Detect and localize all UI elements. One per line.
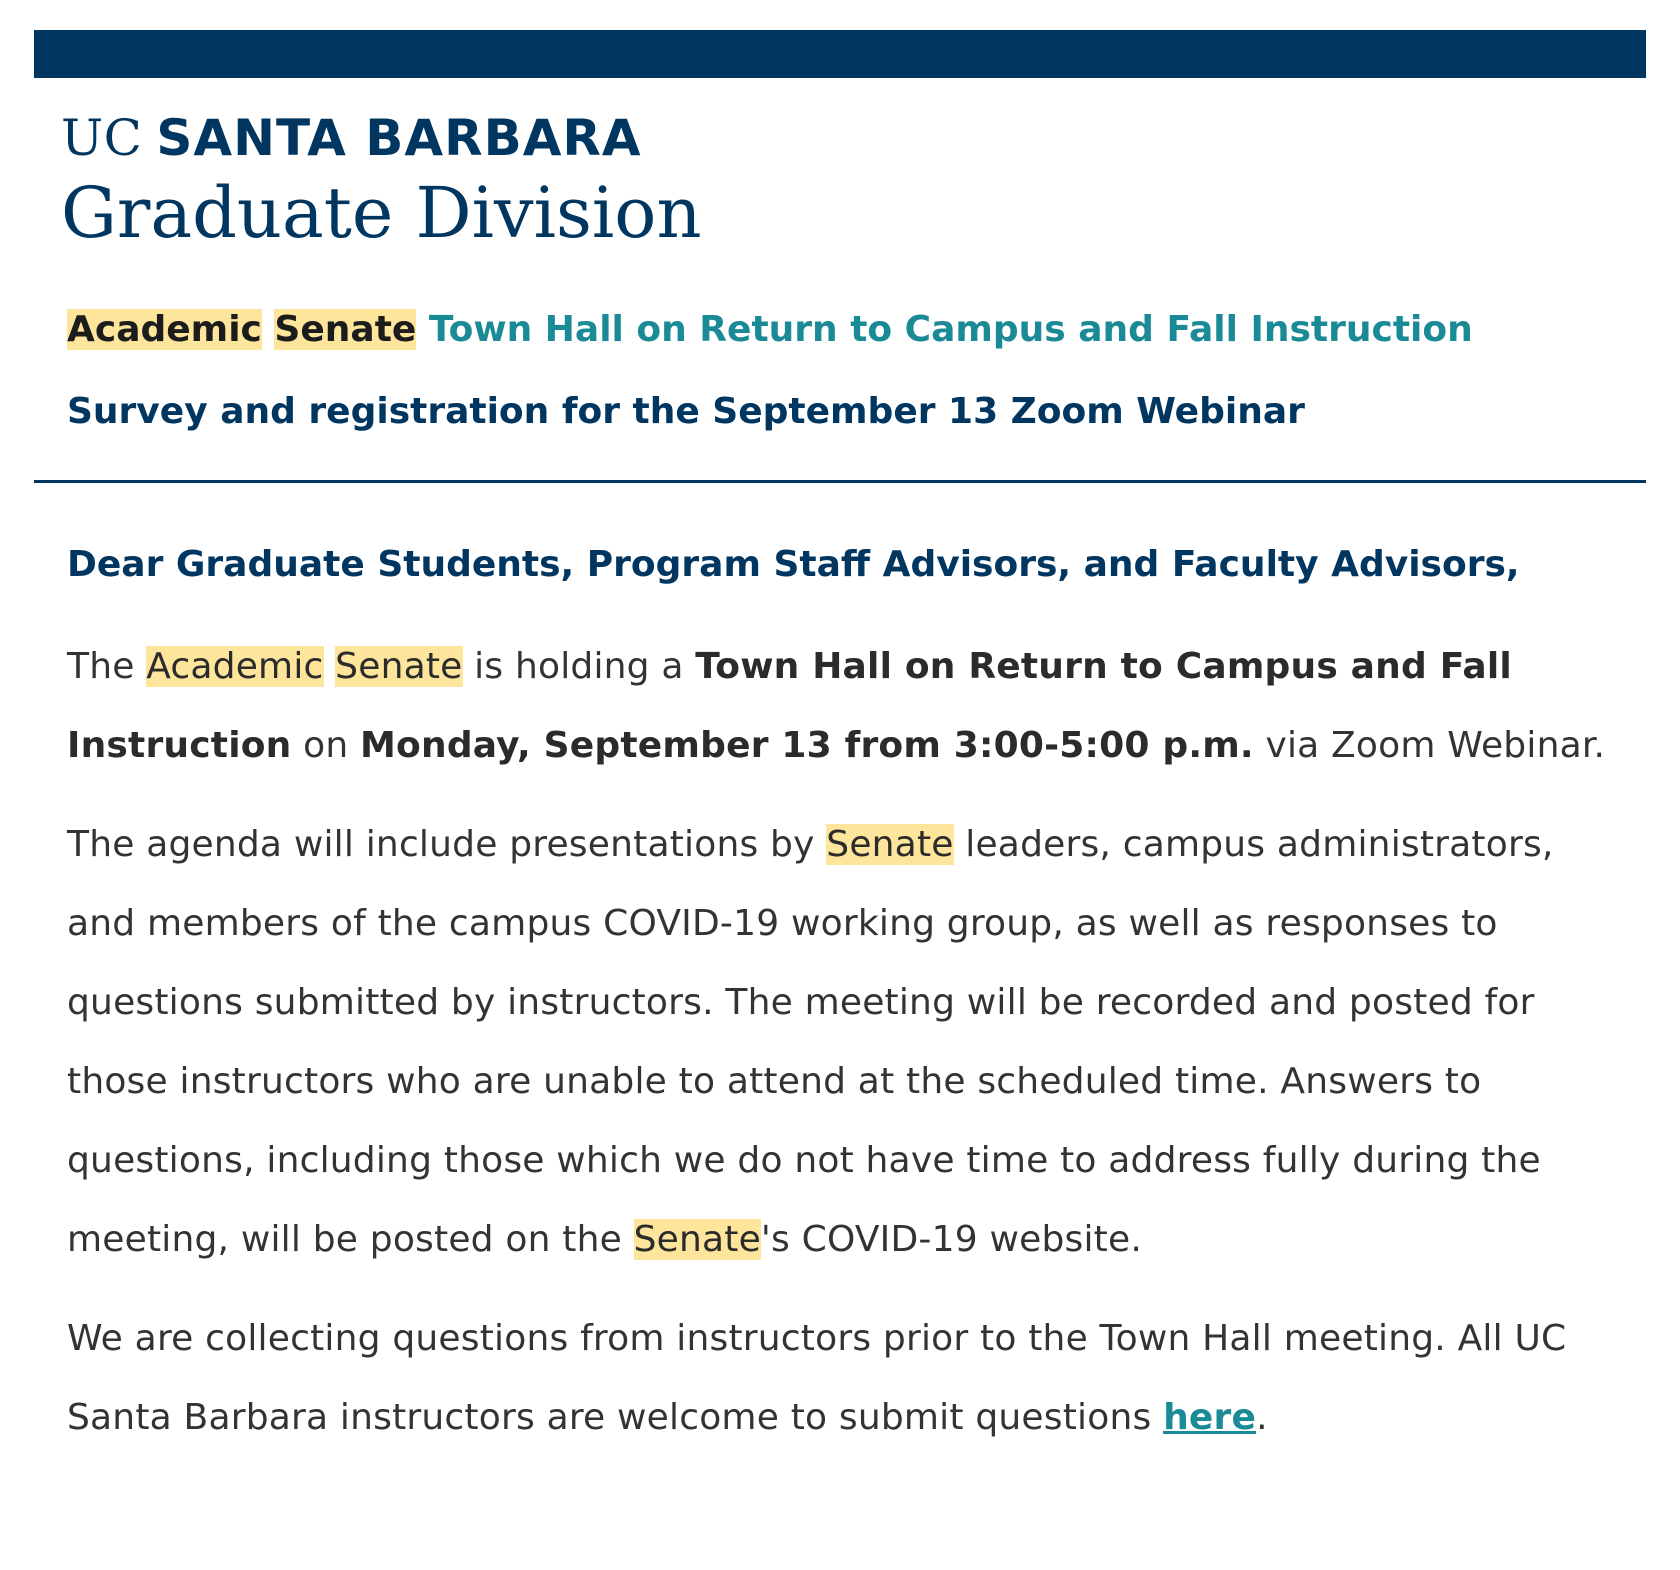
logo-santa-barbara-text: SANTA BARBARA <box>156 109 642 167</box>
logo <box>34 78 1646 256</box>
email-title <box>67 308 1646 352</box>
header-bar <box>34 30 1646 78</box>
logo-division-text: Graduate Division <box>61 172 702 254</box>
text: The agenda will include presentations by <box>67 824 827 865</box>
paragraph-questions <box>67 1299 1606 1457</box>
text: We are collecting questions from instructors prior to the Town Hall meeting. All UC Santa Barbara instructors are welcome to submit questions <box>67 1318 1567 1438</box>
event-datetime: Monday, September 13 from 3:00-5:00 p.m. <box>360 725 1254 766</box>
email-body <box>34 30 1646 1477</box>
email-subtitle: Survey and registration for the September 13 Zoom Webinar <box>67 391 1305 432</box>
paragraph-agenda <box>67 805 1606 1279</box>
text: is holding a <box>462 646 696 687</box>
submit-questions-link[interactable]: here <box>1163 1397 1257 1438</box>
text: leaders, campus administrators, and members of the campus COVID-19 working group, as well as responses to questions submitted by instructors. The meeting will be recorded and posted for those instructors who are unable to attend at the scheduled time. Answers to questions, including those which we do not have time to address fully during the meeting, will be posted on the <box>67 824 1554 1260</box>
message-content <box>34 483 1646 1457</box>
title-text: Town Hall on Return to Campus and Fall Instruction <box>416 309 1473 350</box>
search-highlight: Senate <box>633 1219 761 1260</box>
greeting: Dear Graduate Students, Program Staff Advisors, and Faculty Advisors, <box>67 544 1520 585</box>
text: 's COVID-19 website. <box>760 1219 1142 1260</box>
paragraph-announcement <box>67 627 1606 785</box>
search-highlight: Senate <box>826 824 954 865</box>
search-highlight: Academic <box>67 309 262 350</box>
text: The <box>67 646 147 687</box>
logo-uc-text: UC <box>61 109 143 167</box>
event-name: Town Hall on Return to Campus and Fall Instruction <box>67 646 1512 766</box>
search-highlight: Senate <box>335 646 463 687</box>
text: on <box>291 725 361 766</box>
logo-university <box>61 108 1646 168</box>
text: via Zoom Webinar. <box>1253 725 1606 766</box>
text: . <box>1256 1397 1268 1438</box>
search-highlight: Senate <box>274 309 417 350</box>
search-highlight: Academic <box>146 646 324 687</box>
